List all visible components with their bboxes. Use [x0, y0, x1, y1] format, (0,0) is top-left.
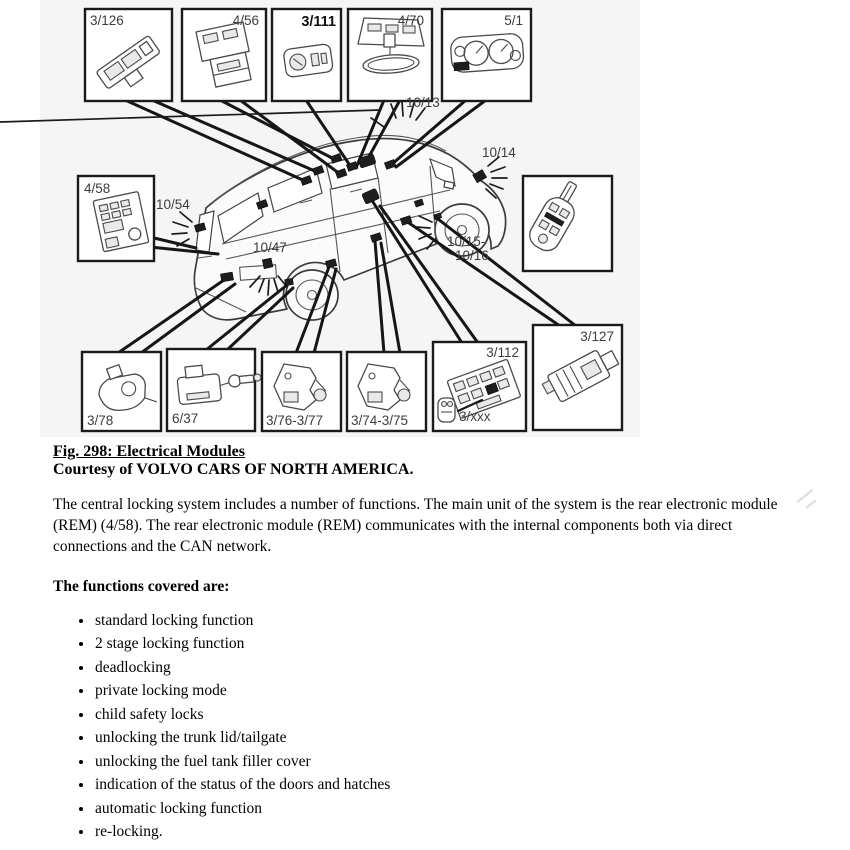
- callout-label: 3/126: [90, 13, 124, 28]
- callout-box-6-37: [167, 349, 263, 431]
- list-item: • child safety locks: [94, 703, 786, 727]
- list-item: • standard locking function: [94, 609, 786, 633]
- callout-label: 4/70: [397, 13, 424, 28]
- figure-courtesy: Courtesy of VOLVO CARS OF NORTH AMERICA.: [53, 460, 414, 478]
- headlight-switch-illustration: [283, 43, 333, 77]
- callout-box-3-78: [82, 352, 161, 431]
- label-10-47: 10/47: [253, 240, 287, 255]
- label-10-15: 10/15-: [447, 234, 486, 249]
- callout-box-3-126: [85, 9, 172, 101]
- callout-box-3-112: [433, 342, 526, 431]
- callout-box-remote-key: [523, 176, 612, 271]
- figure-title: Fig. 298: Electrical Modules: [53, 443, 245, 460]
- instrument-cluster-illustration: [450, 33, 524, 73]
- callout-box-3-74-75: [347, 352, 426, 431]
- label-10-54: 10/54: [156, 197, 190, 212]
- scan-artifact: [795, 491, 819, 509]
- list-item: • deadlocking: [94, 656, 786, 680]
- list-item: • re-locking.: [94, 820, 786, 844]
- callout-box-4-70: [348, 9, 432, 101]
- callout-box-4-56: [182, 9, 266, 101]
- label-10-16: 10/16: [455, 248, 489, 263]
- callout-label: 3/xxx: [459, 409, 491, 424]
- small-component-illustration: [438, 398, 455, 422]
- callout-label: 6/37: [172, 411, 199, 426]
- functions-heading: The functions covered are:: [53, 578, 230, 595]
- label-10-13: 10/13: [406, 95, 440, 110]
- functions-list: [53, 609, 786, 844]
- callout-box-4-58: [78, 176, 154, 261]
- callout-label: 4/58: [84, 181, 111, 196]
- list-item: • automatic locking function: [94, 797, 786, 821]
- callout-label: 4/56: [232, 13, 259, 28]
- list-item: • unlocking the trunk lid/tailgate: [94, 726, 786, 750]
- callout-label: 5/1: [504, 13, 523, 28]
- callout-box-3-111: [272, 9, 341, 101]
- caption-and-body: [53, 443, 786, 844]
- callout-box-3-76-77: [262, 352, 341, 431]
- callout-box-3-127: [533, 325, 622, 430]
- callout-label: 3/112: [486, 345, 519, 360]
- callout-label: 3/76-3/77: [266, 413, 324, 428]
- list-item: • unlocking the fuel tank filler cover: [94, 750, 786, 774]
- rem-module-illustration: [93, 191, 149, 251]
- list-item: • 2 stage locking function: [94, 632, 786, 656]
- list-item: • indication of the status of the doors and hatches: [94, 773, 786, 797]
- list-item: • private locking mode: [94, 679, 786, 703]
- callout-label: 3/127: [580, 329, 614, 344]
- callout-label: 3/111: [301, 14, 336, 30]
- label-10-14: 10/14: [482, 145, 516, 160]
- callout-label: 3/74-3/75: [351, 413, 409, 428]
- callout-box-5-1: [442, 9, 531, 101]
- intro-paragraph: The central locking system includes a number of functions. The main unit of the system is the rear electronic module (REM) (4/58). The rear electronic module (REM) communicates with the internal components both via direct connections and the CAN network.: [53, 496, 778, 555]
- callout-label: 3/78: [87, 413, 114, 428]
